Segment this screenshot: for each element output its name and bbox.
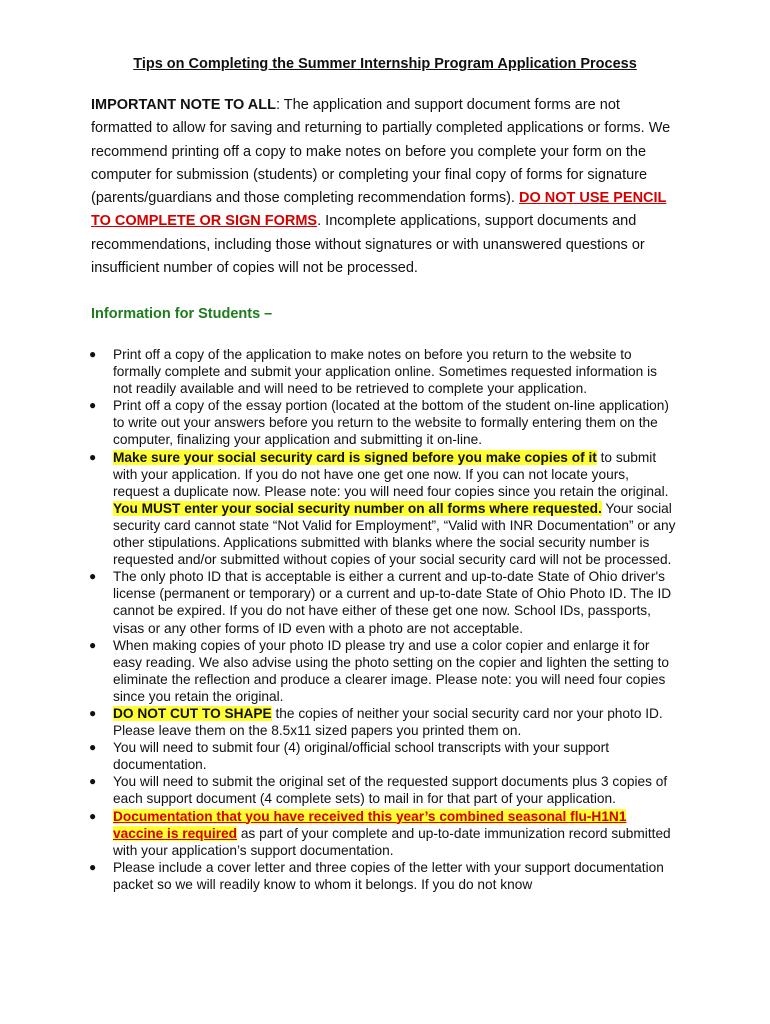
highlight-ssn-required: You MUST enter your social security number on all forms where requested. <box>113 500 602 516</box>
list-item <box>0 568 678 636</box>
list-item-text: Your social security card cannot state “Not Valid for Employment”, “Valid with INR Documentation” or any other stipulations. Applications submitted with blanks where the social security number is requested and/or submitted without copies of your social security card will not be processed. <box>113 500 676 568</box>
highlight-vaccine-required: Documentation that you have received this year’s combined seasonal flu-H1N1 vaccine is required <box>113 808 627 841</box>
bullet-icon: ● <box>89 808 97 823</box>
section-title-students: Information for Students – <box>91 306 273 322</box>
bullet-icon: ● <box>89 569 97 584</box>
bullet-icon: ● <box>89 637 97 652</box>
highlight-ssn-signed: Make sure your social security card is signed before you make copies of it <box>113 449 597 465</box>
list-item <box>0 705 678 739</box>
list-item <box>0 637 678 705</box>
list-item-text: The only photo ID that is acceptable is either a current and up-to-date State of Ohio driver's license (permanent or temporary) or a current and up-to-date State of Ohio Photo ID. The ID cannot be expired. If you do not have either of these get one now. School IDs, passports, visas or any other forms of ID even with a photo are not acceptable. <box>113 569 672 636</box>
list-item <box>0 346 678 397</box>
list-item-text: You will need to submit four (4) original/official school transcripts with your support documentation. <box>113 740 610 773</box>
list-item-text: Print off a copy of the application to make notes on before you return to the website to formally complete and submit your application online. Sometimes requested information is not readily available and will need to be retrieved to complete your application. <box>113 347 657 397</box>
note-label: IMPORTANT NOTE TO ALL <box>91 97 276 113</box>
list-item-text: Print off a copy of the essay portion (located at the bottom of the student on-line application) to write out your answers before you return to the website to formally entering them on the computer, finalizing your application and submitting it on-line. <box>113 398 669 448</box>
list-item-text: the copies of neither your social security card nor your photo ID. Please leave them on the 8.5x11 sized papers you printed them on. <box>113 705 663 739</box>
highlight-do-not-cut: DO NOT CUT TO SHAPE <box>113 705 272 721</box>
list-item <box>0 808 678 859</box>
list-item <box>0 739 678 773</box>
bullet-icon: ● <box>89 705 97 720</box>
list-item-text: When making copies of your photo ID please try and use a color copier and enlarge it for easy reading. We also advise using the photo setting on the copier and lighten the setting to eliminate the reflection and produce a clearer image. Please note: you will need four copies since you retain the original. <box>113 637 669 704</box>
bullet-icon: ● <box>89 774 97 789</box>
list-item <box>0 773 678 807</box>
list-item-text: Please include a cover letter and three copies of the letter with your support documentation packet so we will readily know to whom it belongs. If you do not know <box>113 859 664 892</box>
bullet-icon: ● <box>89 859 97 874</box>
pencil-warning: DO NOT USE PENCIL TO COMPLETE OR SIGN FORMS <box>91 190 667 230</box>
bullet-icon: ● <box>89 449 97 464</box>
note-text-continued: . Incomplete applications, support documents and recommendations, including those without signatures or with unanswered questions or insufficient number of copies will not be processed. <box>91 213 645 277</box>
list-item <box>0 859 678 893</box>
important-note <box>91 94 681 280</box>
list-item-text: You will need to submit the original set of the requested support documents plus 3 copies of each support document (4 complete sets) to mail in for that part of your application. <box>113 774 668 807</box>
list-item-text: to submit with your application. If you do not have one get one now. If you can not locate yours, request a duplicate now. Please note: you will need four copies since you retain the original. <box>113 449 669 499</box>
student-tips-list <box>0 346 770 893</box>
list-item-text: as part of your complete and up-to-date immunization record submitted with your application’s support documentation. <box>113 825 671 858</box>
bullet-icon: ● <box>89 740 97 755</box>
bullet-icon: ● <box>89 398 97 413</box>
list-item <box>0 397 678 448</box>
page-title: Tips on Completing the Summer Internship Program Application Process <box>133 56 637 72</box>
bullet-icon: ● <box>89 347 97 361</box>
note-text: : The application and support document forms are not formatted to allow for saving and returning to partially completed applications or forms. We recommend printing off a copy to make notes on before you complete your form on the computer for submission (students) or completing your final copy of forms for signature (parents/guardians and those completing recommendation forms). <box>91 97 671 207</box>
list-item <box>0 449 678 569</box>
